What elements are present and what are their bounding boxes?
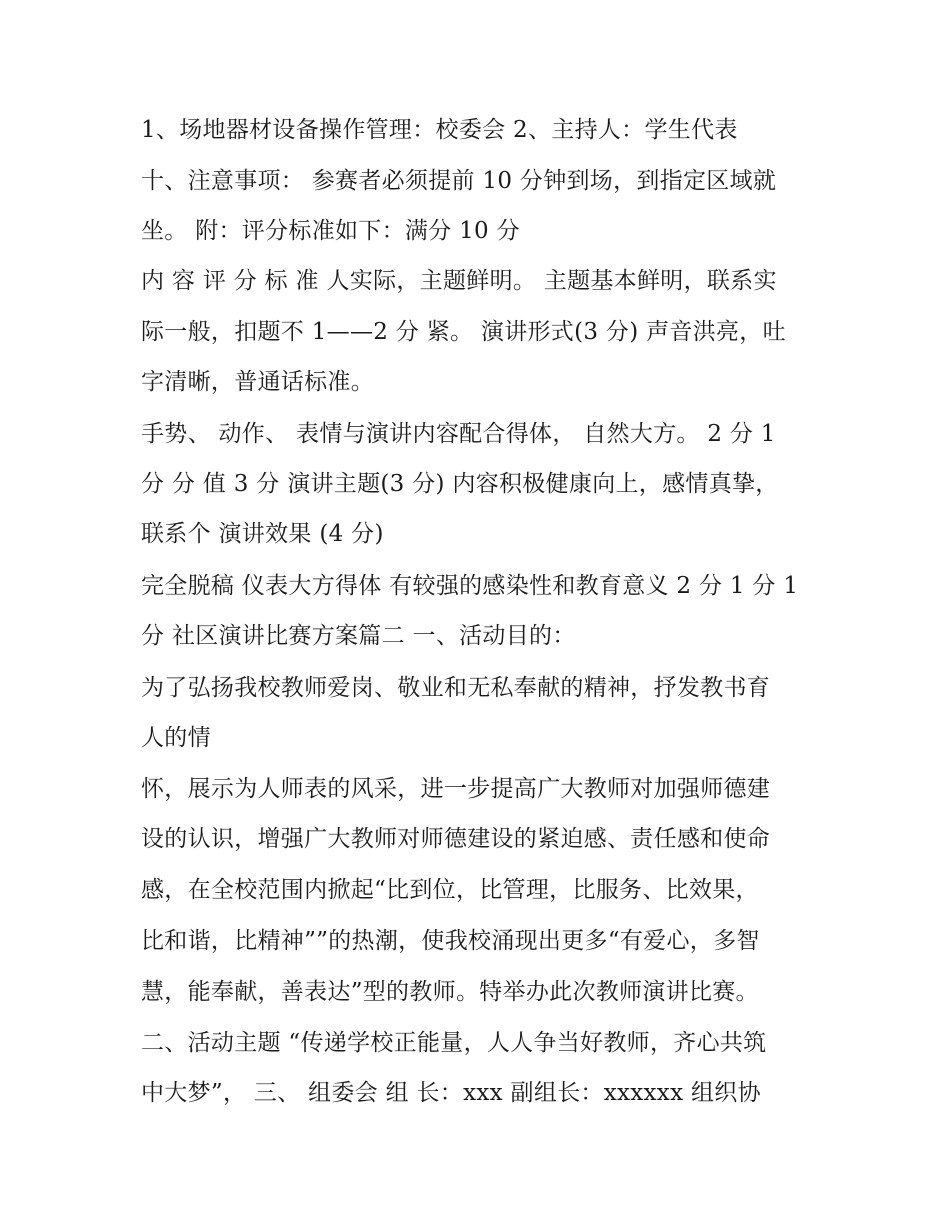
text-line: 字清晰，普通话标准。 [141, 369, 374, 395]
text-line: 联系个 演讲效果 (4 分) [141, 521, 384, 547]
text-line: 十、注意事项： 参赛者必须提前 10 分钟到场，到指定区域就 [141, 168, 777, 194]
text-line: 二、活动主题 “传递学校正能量，人人争当好教师，齐心共筑 [141, 1030, 767, 1056]
text-line: 感，在全校范围内掀起“比到位，比管理，比服务、比效果， [141, 877, 759, 903]
text-line: 分 分 值 3 分 演讲主题(3 分) 内容积极健康向上，感情真挚， [141, 471, 779, 497]
text-line: 怀，展示为人师表的风采，进一步提高广大教师对加强师德建 [141, 776, 771, 802]
text-line: 手势、 动作、 表情与演讲内容配合得体， 自然大方。 2 分 1 [141, 421, 776, 447]
text-line: 际一般，扣题不 1——2 分 紧。 演讲形式(3 分) 声音洪亮，吐 [141, 319, 786, 345]
text-line: 1、场地器材设备操作管理：校委会 2、主持人：学生代表 [141, 117, 738, 143]
text-line: 比和谐，比精神””的热潮，使我校涌现出更多“有爱心，多智 [141, 928, 760, 954]
text-line: 内 容 评 分 标 准 人实际，主题鲜明。 主题基本鲜明，联系实 [141, 268, 777, 294]
text-line: 为了弘扬我校教师爱岗、敬业和无私奉献的精神，抒发教书育 [141, 675, 771, 701]
text-line: 慧，能奉献，善表达”型的教师。特举办此次教师演讲比赛。 [141, 979, 759, 1005]
text-line: 设的认识，增强广大教师对师德建设的紧迫感、责任感和使命 [141, 826, 771, 852]
text-line: 分 社区演讲比赛方案篇二 一、活动目的： [141, 623, 576, 649]
text-line: 坐。 附：评分标准如下：满分 10 分 [141, 218, 520, 244]
text-line: 中大梦”， 三、 组委会 组 长：xxx 副组长：xxxxxx 组织协 [141, 1080, 761, 1106]
text-line: 完全脱稿 仪表大方得体 有较强的感染性和教育意义 2 分 1 分 1 [141, 573, 799, 599]
text-line: 人的情 [141, 725, 211, 751]
